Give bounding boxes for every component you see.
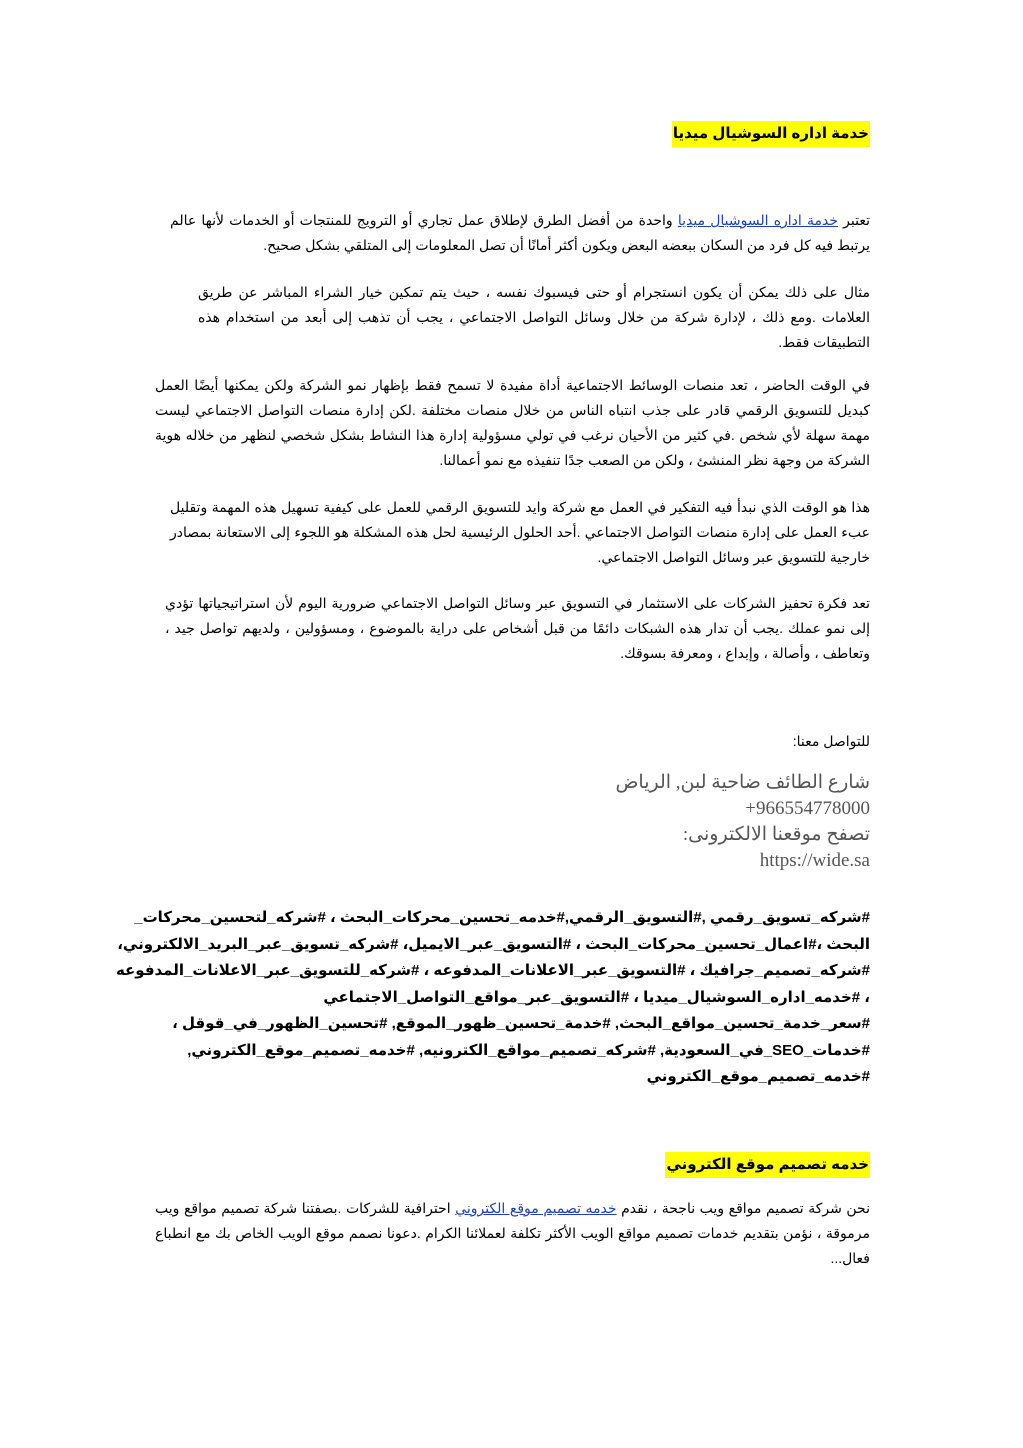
hashtag-line: #شركه_تسويق_رقمي ,#التسويق_الرقمي,#خدمه_تحسين_محركات_البحث ، #شركه_لتحسين_محركات_ [134,909,870,926]
paragraph-web-design-after: احترافية للشركات .بصفتنا شركة تصميم مواقع ويب مرموقة ، نؤمن بتقديم خدمات تصميم مواقع الويب الأكثر تكلفة لعملائنا الكرام .دعونا نصمم موقع الويب الخاص بك مع انطباع فعال... [155,1200,870,1266]
paragraph-investment-text: تعد فكرة تحفيز الشركات على الاستثمار في التسويق عبر وسائل التواصل الاجتماعي ضرورية اليوم لأن استراتيجياتها تؤدي إلى نمو عملك .يجب أن تدار هذه الشبكات دائمًا من قبل أشخاص على دراية بالموضوع ، ومسؤولين ، ولديهم تواصل جيد ، وتعاطف ، وأصالة ، وإبداع ، ومعرفة بسوقك. [165,595,870,661]
link-social-media-management[interactable]: خدمة اداره السوشيال ميديا [677,212,838,228]
paragraph-intro-before: تعتبر [838,212,871,228]
paragraph-investment [165,591,870,666]
paragraph-intro [170,208,870,258]
contact-label [793,731,870,751]
contact-phone: +966554778000 [745,798,870,819]
paragraph-intro-after: واحدة من أفضل الطرق لإطلاق عمل تجاري أو الترويج للمنتجات أو الخدمات لأنها عالم يرتبط فيه كل فرد من السكان ببعضه البعض ويكون أكثر أمانًا أن تصل المعلومات إلى المتلقي بشكل صحيح. [170,212,870,253]
heading-social-media-management: خدمة اداره السوشيال ميديا [672,121,870,147]
contact-website-label: تصفح موقعنا الالكترونى: [682,824,870,845]
hashtag-line: #خدمه_تصميم_موقع_الكتروني [646,1068,870,1085]
contact-address: شارع الطائف ضاحية لبن, الرياض [615,772,870,793]
paragraph-platforms-text: في الوقت الحاضر ، تعد منصات الوسائط الاجتماعية أداة مفيدة لا تسمح فقط بإظهار نمو الشركة ولكن يمكنها أيضًا العمل كبديل للتسويق الرقمي قادر على جذب انتباه الناس من خلال منصات مختلفة .لكن إدارة منصات التواصل الاجتماعي ليست مهمة سهلة لأي شخص .في كثير من الأحيان نرغب في تولي مسؤولية إدارة هذا النشاط بشكل شخصي لنظهر من خلاله هوية الشركة من وجهة نظر المنشئ ، ولكن من الصعب جدًا تنفيذه مع نمو أعمالنا. [155,377,870,468]
heading-website-design: خدمه تصميم موقع الكتروني [665,1152,870,1178]
paragraph-outsourcing [170,495,870,570]
link-website-design-service[interactable]: خدمه تصميم موقع الكتروني [455,1200,617,1216]
section-heading-social-media [672,121,870,147]
section-heading-web-design [665,1152,870,1178]
hashtag-line: #خدمات_SEO_في_السعودية, #شركه_تصميم_مواقع_الكترونيه, #خدمه_تصميم_موقع_الكتروني, [187,1041,870,1059]
paragraph-outsourcing-text: هذا هو الوقت الذي نبدأ فيه التفكير في العمل مع شركة وايد للتسويق الرقمي للعمل على كيفية تسهيل هذه المهمة وتقليل عبء العمل على إدارة منصات التواصل الاجتماعي .أحد الحلول الرئيسية لحل هذه المشكلة هو اللجوء إلى الاستعانة بمصادر خارجية للتسويق عبر وسائل التواصل الاجتماعي. [170,499,870,565]
hashtags-block [116,905,870,1091]
paragraph-example-text: مثال على ذلك يمكن أن يكون انستجرام أو حتى فيسبوك نفسه ، حيث يتم تمكين خيار الشراء المباشر عن طريق العلامات .ومع ذلك ، لإدارة شركة من خلال وسائل التواصل الاجتماعي ، يجب أن تذهب إلى أبعد من استخدام هذه التطبيقات فقط. [198,284,870,350]
contact-website[interactable]: https://wide.sa [759,850,870,871]
paragraph-example [198,280,870,355]
hashtag-line: #سعر_خدمة_تحسين_مواقع_البحث, #خدمة_تحسين_ظهور_الموقع, #تحسين_الظهور_في_قوقل ، [172,1015,870,1032]
hashtag-line: #شركه_تصميم_جرافيك ، #التسويق_عبر_الاعلانات_المدفوعه ، #شركه_للتسويق_عبر_الاعلانات_المدفوعه [115,962,870,979]
paragraph-intro-text [170,208,870,258]
contact-details [615,770,870,874]
paragraph-web-design-before: نحن شركة تصميم مواقع ويب ناجحة ، نقدم [616,1200,870,1216]
contact-label-text: للتواصل معنا: [792,733,870,749]
paragraph-platforms [155,373,870,473]
hashtag-line: ، #خدمه_اداره_السوشيال_ميديا ، #التسويق_عبر_مواقع_التواصل_الاجتماعي [323,988,870,1006]
hashtag-line: البحث ،#اعمال_تحسين_محركات_البحث ، #التسويق_عبر_الايميل، #شركه_تسويق_عبر_البريد_الالكتروني، [117,935,870,953]
paragraph-web-design [155,1196,870,1271]
paragraph-web-design-text [155,1196,870,1271]
